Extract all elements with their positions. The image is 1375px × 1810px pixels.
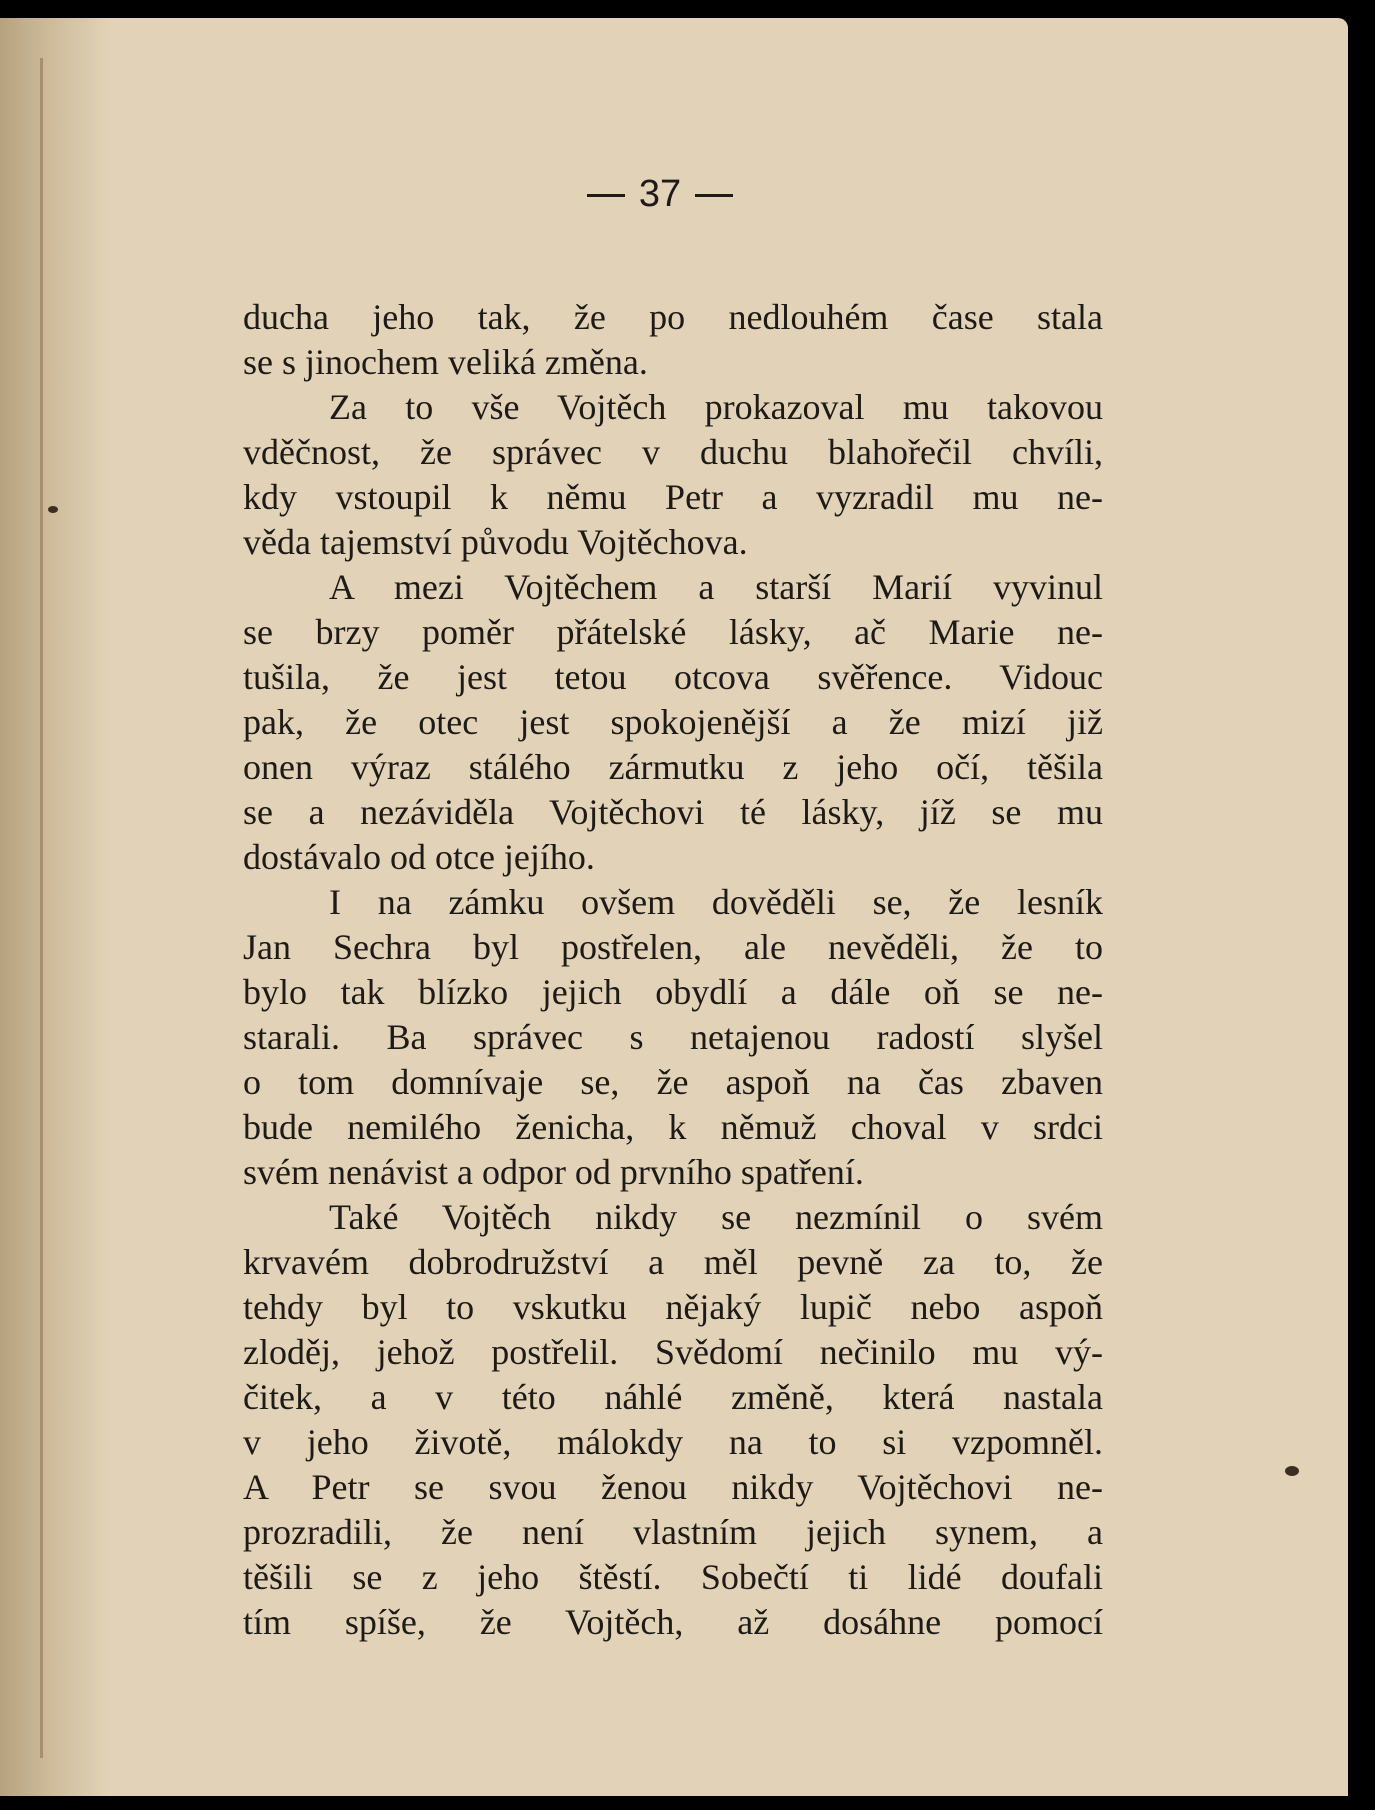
text-line: starali. Ba správec s netajenou radostí slyšel <box>243 1017 1103 1057</box>
text-line: A Petr se svou ženou nikdy Vojtěchovi ne- <box>243 1467 1103 1507</box>
text-line: Za to vše Vojtěch prokazoval mu takovou <box>329 387 1103 427</box>
text-line: pak, že otec jest spokojenější a že mizí již <box>243 702 1103 742</box>
dash-left <box>587 194 625 197</box>
page-gutter <box>0 18 110 1796</box>
text-line: tehdy byl to vskutku nějaký lupič nebo aspoň <box>243 1287 1103 1327</box>
text-line: v jeho životě, málokdy na to si vzpomněl. <box>243 1422 1103 1462</box>
text-line: kdy vstoupil k němu Petr a vyzradil mu ne- <box>243 477 1103 517</box>
text-line: onen výraz stálého zármutku z jeho očí, těšila <box>243 747 1103 787</box>
text-line: I na zámku ovšem dověděli se, že lesník <box>329 882 1103 922</box>
text-line: se s jinochem veliká změna. <box>243 342 648 382</box>
gutter-crease <box>40 58 43 1758</box>
page-number <box>540 173 780 216</box>
text-line: bude nemilého ženicha, k němuž choval v srdci <box>243 1107 1103 1147</box>
text-line: se a nezáviděla Vojtěchovi té lásky, jíž se mu <box>243 792 1103 832</box>
text-line: se brzy poměr přátelské lásky, ač Marie ne- <box>243 612 1103 652</box>
ink-speck <box>1285 1466 1299 1476</box>
text-line: A mezi Vojtěchem a starší Marií vyvinul <box>329 567 1103 607</box>
text-line: dostávalo od otce jejího. <box>243 837 595 877</box>
text-line: bylo tak blízko jejich obydlí a dále oň se ne- <box>243 972 1103 1012</box>
text-line: o tom domnívaje se, že aspoň na čas zbaven <box>243 1062 1103 1102</box>
page-number-value: 37 <box>638 173 682 215</box>
body-text <box>243 295 1103 1645</box>
book-page <box>0 18 1348 1796</box>
text-line: ducha jeho tak, že po nedlouhém čase stala <box>243 297 1103 337</box>
text-line: věda tajemství původu Vojtěchova. <box>243 522 748 562</box>
text-line: těšili se z jeho štěstí. Sobečtí ti lidé doufali <box>243 1557 1103 1597</box>
text-line: čitek, a v této náhlé změně, která nastala <box>243 1377 1103 1417</box>
text-line: Jan Sechra byl postřelen, ale nevěděli, že to <box>243 927 1103 967</box>
text-line: krvavém dobrodružství a měl pevně za to, že <box>243 1242 1103 1282</box>
dash-right <box>695 194 733 197</box>
text-line: tím spíše, že Vojtěch, až dosáhne pomocí <box>243 1602 1103 1642</box>
text-line: zloděj, jehož postřelil. Svědomí nečinilo mu vý- <box>243 1332 1103 1372</box>
text-line: Také Vojtěch nikdy se nezmínil o svém <box>329 1197 1103 1237</box>
text-line: vděčnost, že správec v duchu blahořečil chvíli, <box>243 432 1103 472</box>
text-line: prozradili, že není vlastním jejich synem, a <box>243 1512 1103 1552</box>
ink-speck <box>48 506 58 513</box>
text-line: svém nenávist a odpor od prvního spatření. <box>243 1152 864 1192</box>
text-line: tušila, že jest tetou otcova svěřence. Vidouc <box>243 657 1103 697</box>
